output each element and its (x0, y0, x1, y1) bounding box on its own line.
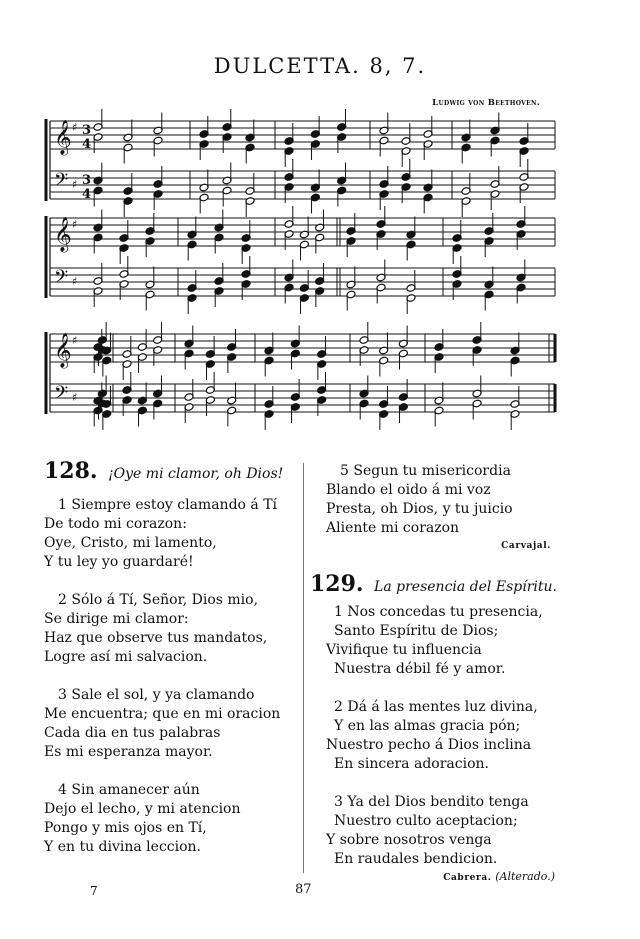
verse-line: Nuestro culto aceptacion; (334, 813, 518, 829)
verse-line: 2 Sólo á Tí, Señor, Dios mio, (58, 592, 259, 608)
verse-line: 4 Sin amanecer aún (58, 782, 200, 798)
hymn-129-author (310, 869, 555, 885)
verse-line: 1 Siempre estoy clamando á Tí (58, 497, 278, 513)
verse-line: Blando el oido á mi voz (326, 482, 491, 498)
verse-line: Haz que observe tus mandatos, (44, 630, 268, 646)
stanza-129-2 (310, 698, 555, 774)
svg-text:𝄢: 𝄢 (54, 170, 69, 195)
svg-text:𝄞: 𝄞 (54, 120, 72, 155)
verse-line: Cada dia en tus palabras (44, 725, 221, 741)
svg-text:4: 4 (82, 187, 92, 202)
stanza-128-2 (44, 591, 299, 667)
hymn-129-author-note: (Alterado.) (495, 870, 555, 883)
hymn-128-continued (326, 462, 551, 554)
verse-line: De todo mi corazon: (44, 516, 187, 532)
stanza-128-4 (44, 781, 299, 857)
verse-line: Santo Espíritu de Dios; (334, 623, 499, 639)
hymn-tune-title: DULCETTA. 8, 7. (213, 54, 427, 78)
music-system-1 (0, 115, 640, 215)
verse-line: Oye, Cristo, mi lamento, (44, 535, 217, 551)
verse-line: Presta, oh Dios, y tu juicio (326, 501, 513, 517)
stanza-129-3 (310, 793, 555, 869)
verse-line: 2 Dá á las mentes luz divina, (334, 699, 538, 715)
hymn-129-number: 129. (310, 571, 364, 597)
verse-line: Me encuentra; que en mi oracion (44, 706, 281, 722)
svg-text:𝄢: 𝄢 (54, 383, 69, 408)
verse-line: Dejo el lecho, y mi atencion (44, 801, 241, 817)
svg-text:♯: ♯ (72, 275, 78, 288)
verse-line: Y en las almas gracia pón; (334, 718, 521, 734)
svg-text:♯: ♯ (72, 391, 78, 404)
music-system-3 (0, 328, 640, 428)
verse-line: Y en tu divina leccion. (44, 839, 201, 855)
hymn-128 (44, 458, 299, 857)
stanza-128-5 (326, 462, 551, 538)
verse-line: 1 Nos concedas tu presencia, (334, 604, 543, 620)
svg-text:𝄞: 𝄞 (54, 333, 72, 368)
column-divider (303, 463, 304, 873)
hymn-129-title: La presencia del Espíritu. (374, 579, 557, 595)
svg-text:𝄞: 𝄞 (54, 217, 72, 252)
verse-line: Logre así mi salvacion. (44, 649, 208, 665)
hymn-128-title: ¡Oye mi clamor, oh Dios! (108, 466, 284, 482)
hymn-128-number: 128. (44, 458, 98, 484)
stanza-129-1 (310, 603, 555, 679)
signature-mark: 7 (90, 884, 98, 898)
verse-line: Nuestro pecho á Dios inclina (326, 737, 532, 753)
verse-line: 3 Sale el sol, y ya clamando (58, 687, 255, 703)
page-number: 87 (295, 882, 312, 897)
hymn-128-header (44, 458, 299, 484)
verse-line: Es mi esperanza mayor. (44, 744, 213, 760)
verse-line: Pongo y mis ojos en Tí, (44, 820, 207, 836)
verse-line: En sincera adoracion. (334, 756, 489, 772)
verse-line: Y tu ley yo guardaré! (44, 554, 194, 570)
hymn-129-author-name: Cabrera. (443, 873, 492, 883)
hymn-129 (310, 571, 557, 885)
stanza-128-3 (44, 686, 299, 762)
svg-text:4: 4 (82, 137, 92, 152)
stanza-128-1 (44, 496, 299, 572)
verse-line: En raudales bendicion. (334, 851, 498, 867)
svg-text:3: 3 (82, 173, 92, 188)
svg-text:3: 3 (82, 123, 92, 138)
music-system-2 (0, 212, 640, 312)
verse-line: Aliente mi corazon (326, 520, 460, 536)
hymn-129-header (310, 571, 557, 597)
verse-line: 3 Ya del Dios bendito tenga (334, 794, 529, 810)
svg-text:♯: ♯ (72, 178, 78, 191)
verse-line: Y sobre nosotros venga (326, 832, 492, 848)
svg-text:♯: ♯ (72, 121, 78, 134)
verse-line: 5 Segun tu misericordia (340, 463, 511, 479)
composer-credit: Ludwig von Beethoven. (432, 98, 540, 108)
hymn-128-author: Carvajal. (501, 541, 551, 551)
verse-line: Vivifique tu influencia (326, 642, 482, 658)
svg-text:𝄢: 𝄢 (54, 267, 69, 292)
verse-line: Se dirige mi clamor: (44, 611, 189, 627)
svg-text:♯: ♯ (72, 334, 78, 347)
verse-line: Nuestra débil fé y amor. (334, 661, 506, 677)
svg-text:♯: ♯ (72, 218, 78, 231)
